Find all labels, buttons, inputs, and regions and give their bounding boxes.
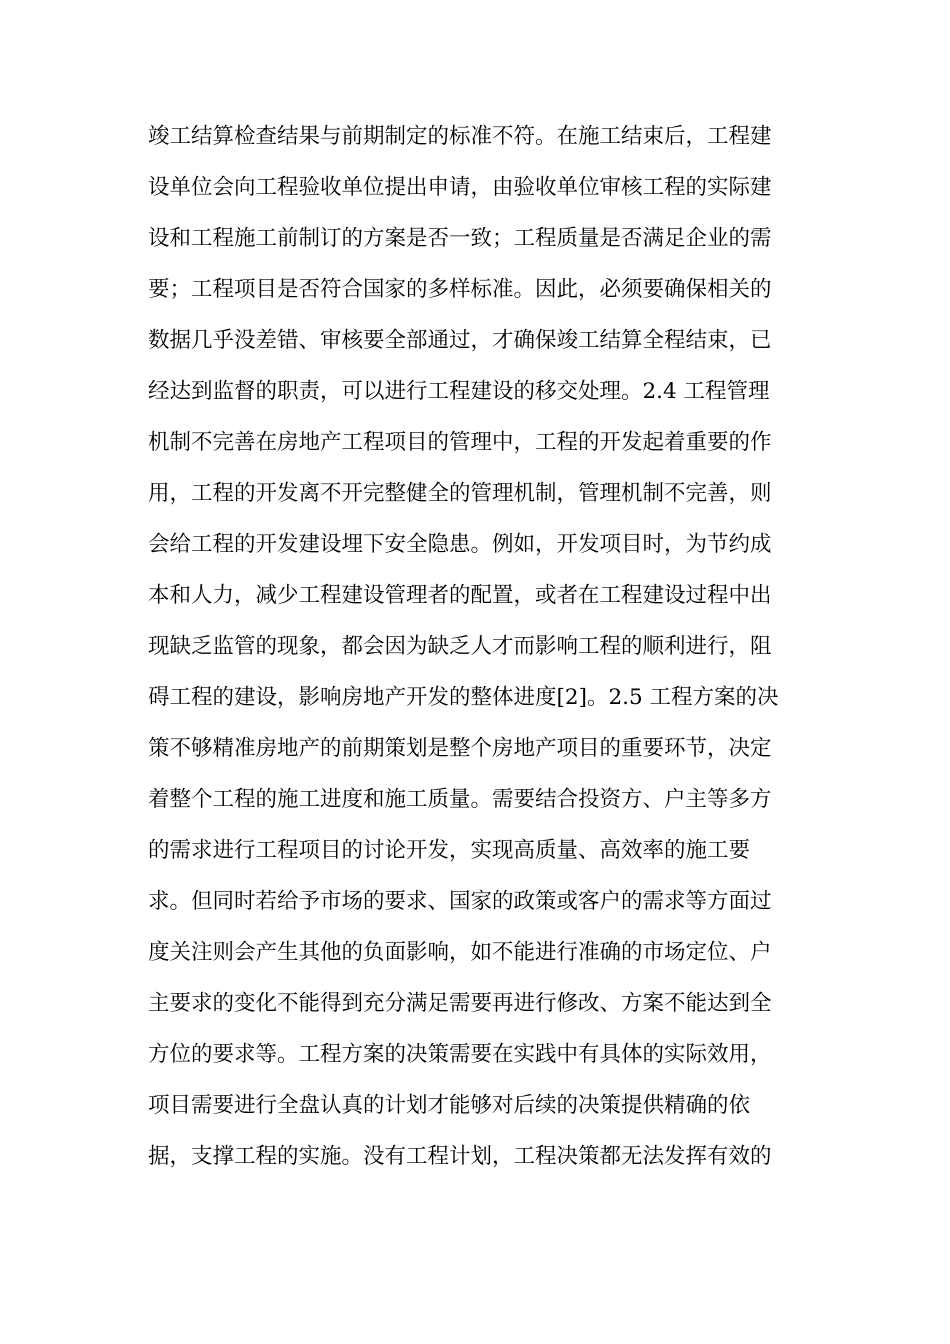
text-line: 机制不完善在房地产工程项目的管理中，工程的开发起着重要的作 bbox=[148, 430, 772, 455]
text-line: 用，工程的开发离不开完整健全的管理机制，管理机制不完善，则 bbox=[148, 481, 772, 506]
text-line: 现缺乏监管的现象，都会因为缺乏人才而影响工程的顺利进行，阻 bbox=[148, 634, 772, 659]
text-line: 本和人力，减少工程建设管理者的配置，或者在工程建设过程中出 bbox=[148, 583, 772, 608]
text-line: 着整个工程的施工进度和施工质量。需要结合投资方、户主等多方 bbox=[148, 787, 772, 812]
text-line: 的需求进行工程项目的讨论开发，实现高质量、高效率的施工要 bbox=[148, 838, 751, 863]
text-line: 设单位会向工程验收单位提出申请，由验收单位审核工程的实际建 bbox=[148, 175, 772, 200]
text-line: 碍工程的建设，影响房地产开发的整体进度[2]。2.5 工程方案的决 bbox=[148, 685, 779, 710]
text-line: 竣工结算检查结果与前期制定的标准不符。在施工结束后，工程建 bbox=[148, 124, 772, 149]
text-line: 主要求的变化不能得到充分满足需要再进行修改、方案不能达到全 bbox=[148, 991, 772, 1016]
text-line: 项目需要进行全盘认真的计划才能够对后续的决策提供精确的依 bbox=[148, 1093, 751, 1118]
text-line: 会给工程的开发建设埋下安全隐患。例如，开发项目时，为节约成 bbox=[148, 532, 772, 557]
text-line: 要；工程项目是否符合国家的多样标准。因此，必须要确保相关的 bbox=[148, 277, 772, 302]
text-line: 据，支撑工程的实施。没有工程计划，工程决策都无法发挥有效的 bbox=[148, 1144, 772, 1169]
text-line: 方位的要求等。工程方案的决策需要在实践中有具体的实际效用， bbox=[148, 1042, 772, 1067]
text-line: 求。但同时若给予市场的要求、国家的政策或客户的需求等方面过 bbox=[148, 889, 772, 914]
text-line: 策不够精准房地产的前期策划是整个房地产项目的重要环节，决定 bbox=[148, 736, 772, 761]
text-line: 设和工程施工前制订的方案是否一致；工程质量是否满足企业的需 bbox=[148, 226, 772, 251]
text-line: 度关注则会产生其他的负面影响，如不能进行准确的市场定位、户 bbox=[148, 940, 772, 965]
text-line: 经达到监督的职责，可以进行工程建设的移交处理。2.4 工程管理 bbox=[148, 379, 770, 404]
text-line: 数据几乎没差错、审核要全部通过，才确保竣工结算全程结束，已 bbox=[148, 328, 772, 353]
